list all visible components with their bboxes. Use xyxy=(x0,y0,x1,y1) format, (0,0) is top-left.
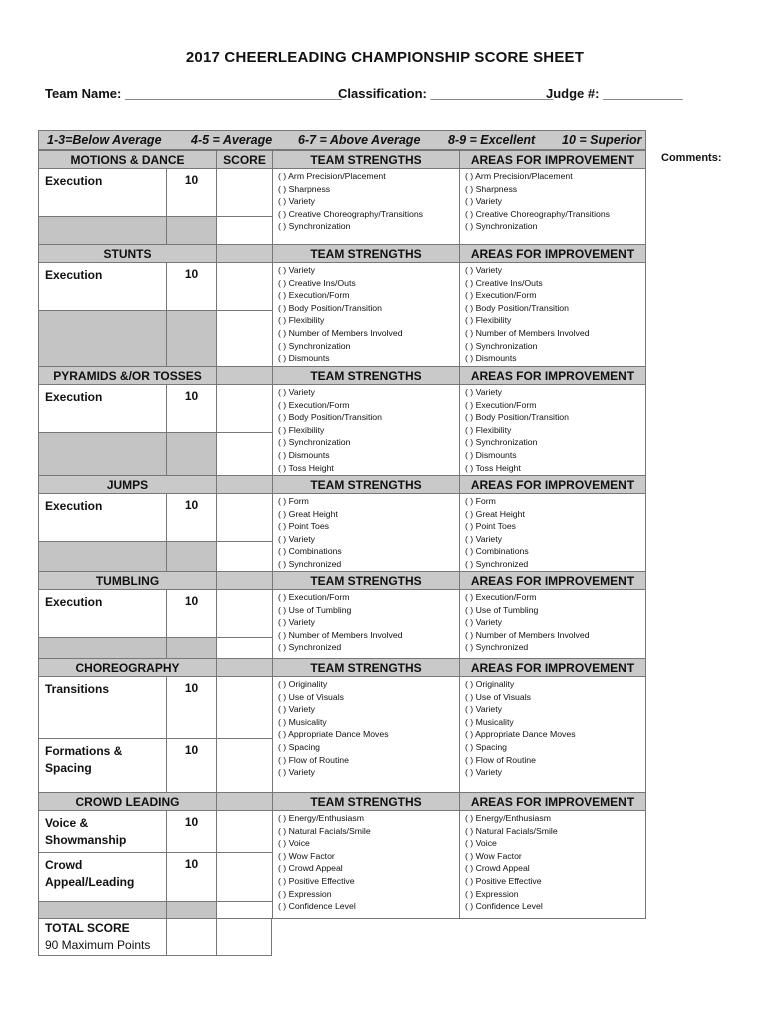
checkbox-option[interactable]: ( ) Toss Height xyxy=(465,462,521,473)
shaded-cell xyxy=(38,310,166,366)
checkbox-option[interactable]: ( ) Great Height xyxy=(278,508,338,519)
shaded-cell xyxy=(166,541,216,571)
checkbox-option[interactable]: ( ) Execution/Form xyxy=(278,399,350,410)
areas-for-improvement-header: AREAS FOR IMPROVEMENT xyxy=(459,244,646,262)
criterion-label: Execution xyxy=(38,493,166,541)
checkbox-option[interactable]: ( ) Spacing xyxy=(278,741,321,752)
areas-for-improvement-header: AREAS FOR IMPROVEMENT xyxy=(459,475,646,493)
criterion-max-points: 10 xyxy=(166,738,216,792)
shaded-cell xyxy=(38,216,166,244)
shaded-cell xyxy=(38,432,166,475)
checkbox-option[interactable]: ( ) Synchronization xyxy=(465,340,538,351)
comments-label: Comments: xyxy=(661,152,722,164)
checkbox-option[interactable]: ( ) Execution/Form xyxy=(465,592,537,602)
checkbox-option[interactable]: ( ) Voice xyxy=(278,838,310,849)
team-strengths-header: TEAM STRENGTHS xyxy=(272,244,459,262)
team-strengths-list xyxy=(272,493,459,571)
score-input-box[interactable] xyxy=(216,738,272,792)
rating-scale-legend xyxy=(38,130,646,150)
shaded-cell xyxy=(166,216,216,244)
areas-for-improvement-header: AREAS FOR IMPROVEMENT xyxy=(459,792,646,810)
checkbox-option[interactable]: ( ) Flow of Routine xyxy=(465,754,536,765)
checkbox-option[interactable]: ( ) Flow of Routine xyxy=(278,754,349,765)
team-strengths-list xyxy=(272,810,459,918)
team-strengths-header: TEAM STRENGTHS xyxy=(272,150,459,168)
checkbox-option[interactable]: ( ) Natural Facials/Smile xyxy=(278,825,371,836)
score-table xyxy=(38,150,646,918)
scale-below-average: 1-3=Below Average xyxy=(47,133,162,147)
score-input-box[interactable] xyxy=(216,262,272,310)
checkbox-option[interactable]: ( ) Confidence Level xyxy=(278,901,356,912)
checkbox-option[interactable]: ( ) Energy/Enthusiasm xyxy=(278,813,364,823)
checkbox-option[interactable]: ( ) Body Position/Transition xyxy=(465,412,569,423)
team-strengths-list xyxy=(272,589,459,658)
section-title-jumps: JUMPS xyxy=(38,475,216,493)
score-blank-cell xyxy=(216,432,272,475)
total-score-box[interactable] xyxy=(216,918,272,956)
checkbox-option[interactable]: ( ) Variety xyxy=(278,265,316,275)
shaded-cell xyxy=(38,541,166,571)
criterion-label: Transitions xyxy=(38,676,166,738)
checkbox-option[interactable]: ( ) Variety xyxy=(278,533,316,544)
score-input-box[interactable] xyxy=(216,384,272,432)
checkbox-option[interactable]: ( ) Variety xyxy=(465,265,503,275)
score-blank-cell xyxy=(216,310,272,366)
criterion-max-points: 10 xyxy=(166,676,216,738)
criterion-max-points: 10 xyxy=(166,262,216,310)
checkbox-option[interactable]: ( ) Great Height xyxy=(465,508,525,519)
checkbox-option[interactable]: ( ) Expression xyxy=(465,888,519,899)
checkbox-option[interactable]: ( ) Appropriate Dance Moves xyxy=(465,729,576,740)
total-score-block xyxy=(38,918,272,956)
team-strengths-header: TEAM STRENGTHS xyxy=(272,571,459,589)
score-column-header: SCORE xyxy=(216,150,272,168)
checkbox-option[interactable]: ( ) Flexibility xyxy=(465,424,512,435)
checkbox-option[interactable]: ( ) Variety xyxy=(278,617,316,628)
areas-for-improvement-header: AREAS FOR IMPROVEMENT xyxy=(459,366,646,384)
checkbox-option[interactable]: ( ) Creative Choreography/Transitions xyxy=(465,208,611,219)
checkbox-option[interactable]: ( ) Variety xyxy=(465,617,503,628)
checkbox-option[interactable]: ( ) Wow Factor xyxy=(278,850,335,861)
checkbox-option[interactable]: ( ) Flexibility xyxy=(278,424,325,435)
shaded-cell xyxy=(38,901,166,918)
checkbox-option[interactable]: ( ) Variety xyxy=(465,533,503,544)
score-header-blank xyxy=(216,244,272,262)
checkbox-option[interactable]: ( ) Crowd Appeal xyxy=(278,863,343,874)
areas-for-improvement-list xyxy=(459,676,646,792)
criterion-label: Voice & Showmanship xyxy=(38,810,166,852)
total-blank-cell xyxy=(166,918,216,956)
checkbox-option[interactable]: ( ) Originality xyxy=(278,679,328,689)
checkbox-option[interactable]: ( ) Body Position/Transition xyxy=(465,302,569,313)
criterion-max-points: 10 xyxy=(166,493,216,541)
total-max-points: 90 Maximum Points xyxy=(45,938,151,952)
score-blank-cell xyxy=(216,637,272,658)
checkbox-option[interactable]: ( ) Synchronization xyxy=(278,437,351,448)
checkbox-option[interactable]: ( ) Use of Tumbling xyxy=(278,604,352,615)
score-header-blank xyxy=(216,658,272,676)
checkbox-option[interactable]: ( ) Synchronization xyxy=(278,221,351,232)
checkbox-option[interactable]: ( ) Synchronized xyxy=(278,642,342,653)
checkbox-option[interactable]: ( ) Creative Ins/Outs xyxy=(465,277,543,288)
checkbox-option[interactable]: ( ) Form xyxy=(278,496,309,506)
checkbox-option[interactable]: ( ) Positive Effective xyxy=(278,875,355,886)
team-strengths-list xyxy=(272,676,459,792)
checkbox-option[interactable]: ( ) Positive Effective xyxy=(465,875,542,886)
checkbox-option[interactable]: ( ) Combinations xyxy=(465,546,529,557)
criterion-max-points: 10 xyxy=(166,589,216,637)
checkbox-option[interactable]: ( ) Variety xyxy=(278,387,316,397)
checkbox-option[interactable]: ( ) Body Position/Transition xyxy=(278,302,382,313)
team-name-field[interactable]: Team Name: ______________________________ xyxy=(45,86,342,101)
checkbox-option[interactable]: ( ) Dismounts xyxy=(278,449,330,460)
score-blank-cell xyxy=(216,541,272,571)
checkbox-option[interactable]: ( ) Confidence Level xyxy=(465,901,543,912)
checkbox-option[interactable]: ( ) Originality xyxy=(465,679,515,689)
checkbox-option[interactable]: ( ) Number of Members Involved xyxy=(465,629,590,640)
shaded-cell xyxy=(166,901,216,918)
classification-field[interactable]: Classification: _________________ xyxy=(338,86,554,101)
checkbox-option[interactable]: ( ) Creative Choreography/Transitions xyxy=(278,208,424,219)
criterion-label: Execution xyxy=(38,384,166,432)
checkbox-option[interactable]: ( ) Use of Tumbling xyxy=(465,604,539,615)
criterion-max-points: 10 xyxy=(166,852,216,901)
checkbox-option[interactable]: ( ) Use of Visuals xyxy=(465,691,531,702)
areas-for-improvement-list xyxy=(459,810,646,918)
judge-number-field[interactable]: Judge #: ___________ xyxy=(546,86,683,101)
checkbox-option[interactable]: ( ) Variety xyxy=(278,767,316,778)
areas-for-improvement-list xyxy=(459,384,646,475)
checkbox-option[interactable]: ( ) Flexibility xyxy=(465,315,512,326)
checkbox-option[interactable]: ( ) Execution/Form xyxy=(278,592,350,602)
checkbox-option[interactable]: ( ) Form xyxy=(465,496,496,506)
checkbox-option[interactable]: ( ) Synchronized xyxy=(465,642,529,653)
checkbox-option[interactable]: ( ) Sharpness xyxy=(465,183,518,194)
checkbox-option[interactable]: ( ) Combinations xyxy=(278,546,342,557)
section-title-tumbling: TUMBLING xyxy=(38,571,216,589)
scale-superior: 10 = Superior xyxy=(562,133,642,147)
score-input-box[interactable] xyxy=(216,589,272,637)
team-strengths-list xyxy=(272,262,459,366)
criterion-max-points: 10 xyxy=(166,384,216,432)
checkbox-option[interactable]: ( ) Dismounts xyxy=(465,449,517,460)
score-input-box[interactable] xyxy=(216,810,272,852)
areas-for-improvement-list xyxy=(459,493,646,571)
checkbox-option[interactable]: ( ) Flexibility xyxy=(278,315,325,326)
areas-for-improvement-header: AREAS FOR IMPROVEMENT xyxy=(459,658,646,676)
checkbox-option[interactable]: ( ) Body Position/Transition xyxy=(278,412,382,423)
score-input-box[interactable] xyxy=(216,493,272,541)
checkbox-option[interactable]: ( ) Toss Height xyxy=(278,462,334,473)
checkbox-option[interactable]: ( ) Variety xyxy=(278,704,316,715)
checkbox-option[interactable]: ( ) Point Toes xyxy=(278,521,330,532)
checkbox-option[interactable]: ( ) Arm Precision/Placement xyxy=(465,171,573,181)
checkbox-option[interactable]: ( ) Synchronization xyxy=(465,221,538,232)
criterion-label: Execution xyxy=(38,168,166,216)
checkbox-option[interactable]: ( ) Variety xyxy=(465,387,503,397)
checkbox-option[interactable]: ( ) Variety xyxy=(278,196,316,207)
shaded-cell xyxy=(38,637,166,658)
criterion-label: Execution xyxy=(38,589,166,637)
criterion-max-points: 10 xyxy=(166,810,216,852)
score-header-blank xyxy=(216,571,272,589)
checkbox-option[interactable]: ( ) Synchronized xyxy=(465,558,529,569)
criterion-label: Formations & Spacing xyxy=(38,738,166,792)
total-score-label: TOTAL SCORE xyxy=(45,921,130,935)
checkbox-option[interactable]: ( ) Dismounts xyxy=(465,353,517,364)
checkbox-option[interactable]: ( ) Variety xyxy=(465,767,503,778)
criterion-label: Execution xyxy=(38,262,166,310)
areas-for-improvement-header: AREAS FOR IMPROVEMENT xyxy=(459,571,646,589)
checkbox-option[interactable]: ( ) Voice xyxy=(465,838,497,849)
checkbox-option[interactable]: ( ) Natural Facials/Smile xyxy=(465,825,558,836)
section-title-crowd-leading: CROWD LEADING xyxy=(38,792,216,810)
checkbox-option[interactable]: ( ) Number of Members Involved xyxy=(465,327,590,338)
section-title-motions-dance: MOTIONS & DANCE xyxy=(38,150,216,168)
team-strengths-header: TEAM STRENGTHS xyxy=(272,792,459,810)
checkbox-option[interactable]: ( ) Expression xyxy=(278,888,332,899)
checkbox-option[interactable]: ( ) Synchronized xyxy=(278,558,342,569)
checkbox-option[interactable]: ( ) Musicality xyxy=(278,716,327,727)
checkbox-option[interactable]: ( ) Wow Factor xyxy=(465,850,522,861)
checkbox-option[interactable]: ( ) Execution/Form xyxy=(465,290,537,301)
checkbox-option[interactable]: ( ) Dismounts xyxy=(278,353,330,364)
score-input-box[interactable] xyxy=(216,852,272,901)
team-strengths-header: TEAM STRENGTHS xyxy=(272,658,459,676)
score-header-blank xyxy=(216,475,272,493)
scale-excellent: 8-9 = Excellent xyxy=(448,133,536,147)
checkbox-option[interactable]: ( ) Variety xyxy=(465,704,503,715)
checkbox-option[interactable]: ( ) Number of Members Involved xyxy=(278,327,403,338)
checkbox-option[interactable]: ( ) Use of Visuals xyxy=(278,691,344,702)
checkbox-option[interactable]: ( ) Appropriate Dance Moves xyxy=(278,729,389,740)
section-title-pyramids-or-tosses: PYRAMIDS &/OR TOSSES xyxy=(38,366,216,384)
score-header-blank xyxy=(216,366,272,384)
areas-for-improvement-header: AREAS FOR IMPROVEMENT xyxy=(459,150,646,168)
areas-for-improvement-list xyxy=(459,589,646,658)
areas-for-improvement-list xyxy=(459,262,646,366)
scale-above-average: 6-7 = Above Average xyxy=(298,133,421,147)
score-header-blank xyxy=(216,792,272,810)
team-strengths-list xyxy=(272,384,459,475)
checkbox-option[interactable]: ( ) Point Toes xyxy=(465,521,517,532)
scale-average: 4-5 = Average xyxy=(191,133,273,147)
checkbox-option[interactable]: ( ) Musicality xyxy=(465,716,514,727)
criterion-max-points: 10 xyxy=(166,168,216,216)
section-title-choreography: CHOREOGRAPHY xyxy=(38,658,216,676)
checkbox-option[interactable]: ( ) Number of Members Involved xyxy=(278,629,403,640)
score-blank-cell xyxy=(216,216,272,244)
checkbox-option[interactable]: ( ) Crowd Appeal xyxy=(465,863,530,874)
checkbox-option[interactable]: ( ) Arm Precision/Placement xyxy=(278,171,386,181)
section-title-stunts: STUNTS xyxy=(38,244,216,262)
checkbox-option[interactable]: ( ) Variety xyxy=(465,196,503,207)
team-strengths-header: TEAM STRENGTHS xyxy=(272,366,459,384)
checkbox-option[interactable]: ( ) Spacing xyxy=(465,741,508,752)
score-input-box[interactable] xyxy=(216,168,272,216)
areas-for-improvement-list xyxy=(459,168,646,244)
page-title: 2017 CHEERLEADING CHAMPIONSHIP SCORE SHEET xyxy=(185,49,585,66)
checkbox-option[interactable]: ( ) Energy/Enthusiasm xyxy=(465,813,551,823)
shaded-cell xyxy=(166,310,216,366)
checkbox-option[interactable]: ( ) Synchronization xyxy=(465,437,538,448)
checkbox-option[interactable]: ( ) Execution/Form xyxy=(465,399,537,410)
checkbox-option[interactable]: ( ) Execution/Form xyxy=(278,290,350,301)
score-blank-cell xyxy=(216,901,272,918)
checkbox-option[interactable]: ( ) Sharpness xyxy=(278,183,331,194)
team-strengths-list xyxy=(272,168,459,244)
checkbox-option[interactable]: ( ) Synchronization xyxy=(278,340,351,351)
shaded-cell xyxy=(166,432,216,475)
criterion-label: Crowd Appeal/Leading xyxy=(38,852,166,901)
score-input-box[interactable] xyxy=(216,676,272,738)
team-strengths-header: TEAM STRENGTHS xyxy=(272,475,459,493)
checkbox-option[interactable]: ( ) Creative Ins/Outs xyxy=(278,277,356,288)
shaded-cell xyxy=(166,637,216,658)
